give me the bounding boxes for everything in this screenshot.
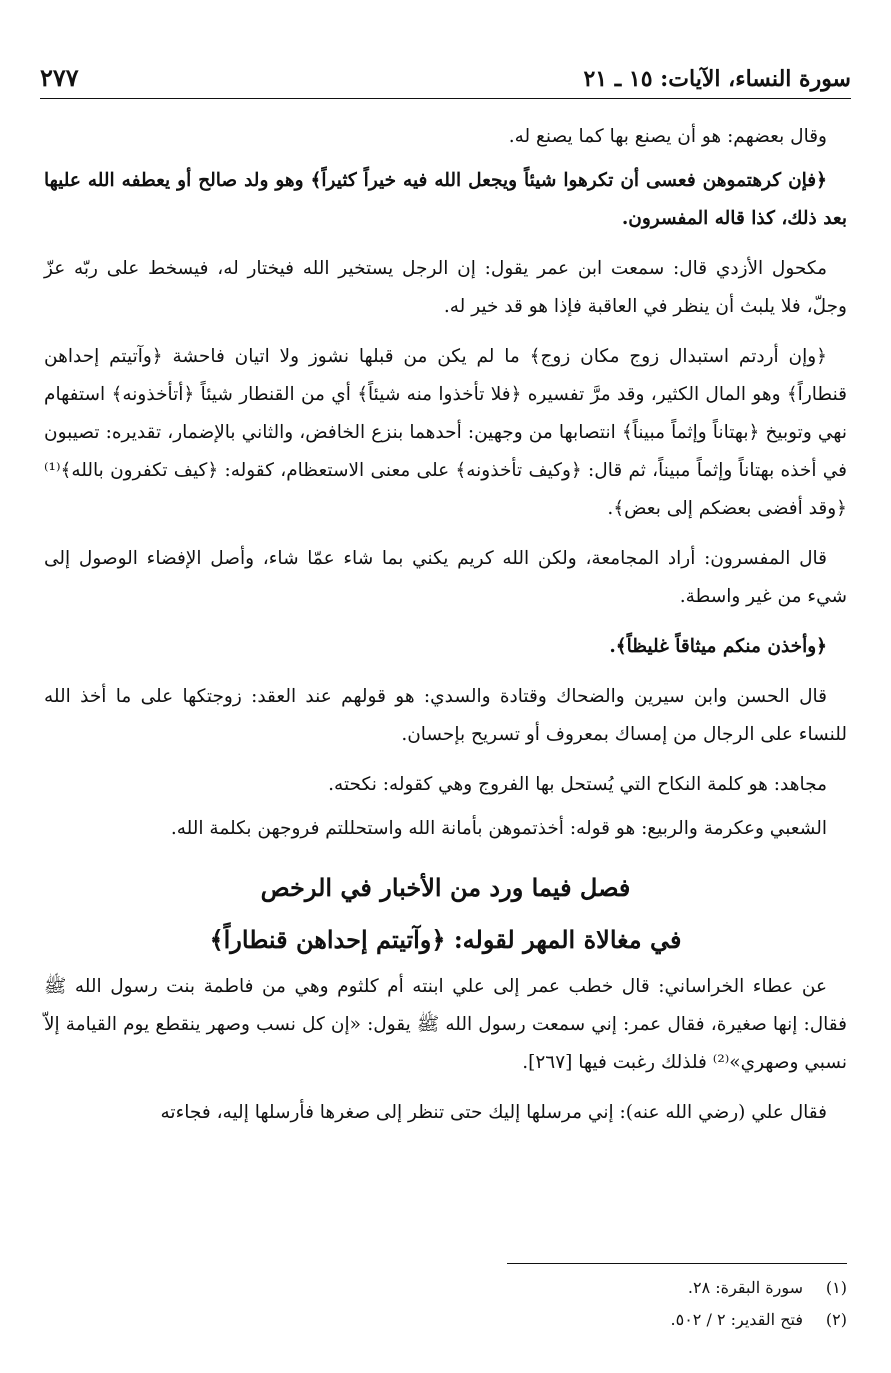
header-title: سورة النساء، الآيات: ١٥ ـ ٢١ xyxy=(583,66,851,92)
paragraph-1: وقال بعضهم: هو أن يصنع بها كما يصنع له. xyxy=(508,126,827,147)
paragraph-10: عن عطاء الخراساني: قال خطب عمر إلى علي ابنته أم كلثوم وهي من فاطمة بنت رسول الله ﷺ فقال: إنها صغيرة، فقال عمر: إني سمعت رسول الله ﷺ يقول: «إن كل نسب وصهر ينقطع يوم القيامة إلاّ نسبي وصهري»⁽²⁾ فلذلك رغبت فيها [٢٦٧]. xyxy=(44,976,847,1073)
footnote-number: (١) xyxy=(825,1278,847,1297)
section-title-line-1: فصل فيما ورد من الأخبار في الرخص xyxy=(260,873,631,902)
paragraph-8: مجاهد: هو كلمة النكاح التي يُستحل بها الفروج وهي كقوله: نكحته. xyxy=(328,774,827,795)
paragraph-11: فقال علي (رضي الله عنه): إني مرسلها إليك حتى تنظر إلى صغرها فأرسلها إليه، فجاءته xyxy=(160,1102,827,1123)
paragraph-2: ﴿فإن كرهتموهن فعسى أن تكرهوا شيئاً ويجعل الله فيه خيراً كثيراً﴾ وهو ولد صالح أو يعطفه الله عليها بعد ذلك، كذا قاله المفسرون. xyxy=(44,170,847,229)
footnotes xyxy=(44,1272,847,1336)
footnote-text: سورة البقرة: ٢٨. xyxy=(687,1278,803,1297)
footnote-divider xyxy=(507,1263,847,1264)
footnote-text: فتح القدير: ٢ / ٥٠٢. xyxy=(670,1310,803,1329)
paragraph-3: مكحول الأزدي قال: سمعت ابن عمر يقول: إن الرجل يستخير الله فيختار له، فيسخط على ربّه عزّ وجلّ، فلا يلبث أن ينظر في العاقبة فإذا هو قد خير له. xyxy=(44,258,847,317)
paragraph-4: ﴿وإن أردتم استبدال زوج مكان زوج﴾ ما لم يكن من قبلها نشوز ولا اتيان فاحشة ﴿وآتيتم إحداهن قنطاراً﴾ وهو المال الكثير، وقد مرَّ تفسيره ﴿فلا تأخذوا منه شيئاً﴾ أي من القنطار شيئاً ﴿أتأخذونه﴾ استفهام نهي وتوبيخ ﴿بهتاناً وإثماً مبيناً﴾ انتصابها من وجهين: أحدهما بنزع الخافض، والثاني بالإضمار، تقديره: تصيبون في أخذه بهتاناً وإثماً مبيناً، ثم قال: ﴿وكيف تأخذونه﴾ على معنى الاستعظام، كقوله: ﴿كيف تكفرون بالله﴾⁽¹⁾ ﴿وقد أفضى بعضكم إلى بعض﴾. xyxy=(44,346,847,519)
footnote-2 xyxy=(44,1304,847,1336)
footnote-1 xyxy=(44,1272,847,1304)
section-title-line-2: في مغالاة المهر لقوله: ﴿وآتيتم إحداهن قنطاراً﴾ xyxy=(209,925,682,954)
paragraph-5: قال المفسرون: أراد المجامعة، ولكن الله كريم يكني بما شاء عمّا شاء، وأصل الإفضاء الوصول إلى شيء من غير واسطة. xyxy=(44,548,847,607)
header-divider xyxy=(40,98,851,99)
paragraph-7: قال الحسن وابن سيرين والضحاك وقتادة والسدي: هو قولهم عند العقد: زوجتكها على ما أخذ الله للنساء على الرجال من إمساك بمعروف أو تسريح بإحسان. xyxy=(44,686,847,745)
paragraph-9: الشعبي وعكرمة والربيع: هو قوله: أخذتموهن بأمانة الله واستحللتم فروجهن بكلمة الله. xyxy=(170,818,827,839)
paragraph-6: ﴿وأخذن منكم ميثاقاً غليظاً﴾. xyxy=(609,636,827,657)
running-header xyxy=(40,52,851,92)
page-body xyxy=(44,118,847,1144)
page-number: ٢٧٧ xyxy=(40,63,79,92)
footnote-number: (٢) xyxy=(825,1310,847,1329)
